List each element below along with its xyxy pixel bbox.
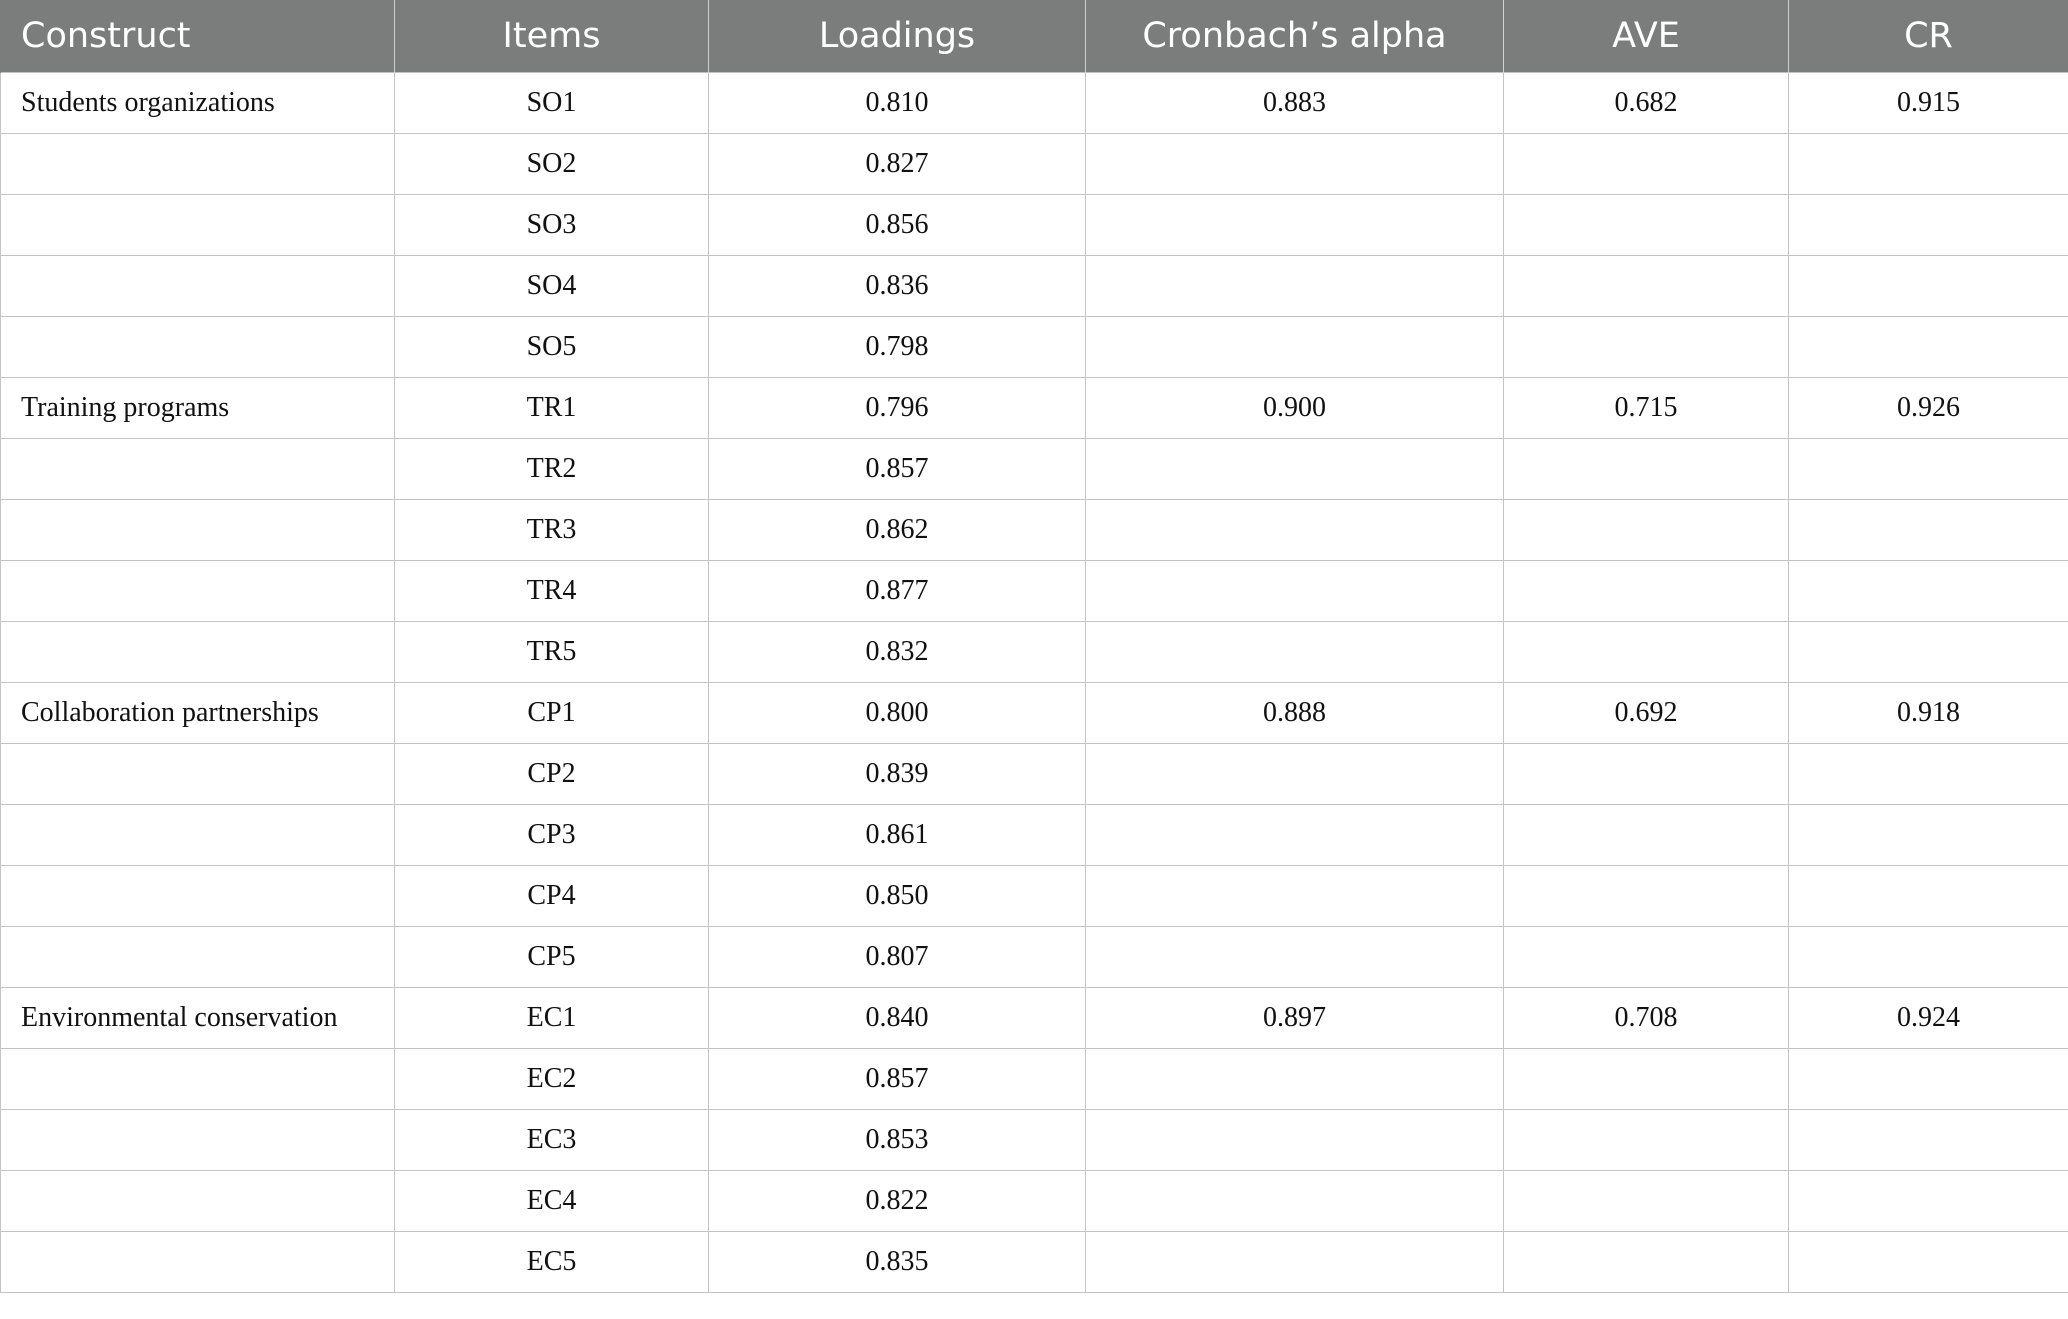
- cronbachs-alpha-cell: [1086, 1171, 1504, 1232]
- construct-cell: [1, 622, 395, 683]
- construct-cell: [1, 1049, 395, 1110]
- table-row: [1, 622, 2068, 683]
- construct-cell: Students organizations: [1, 73, 395, 134]
- ave-cell: [1504, 256, 1789, 317]
- construct-cell: [1, 927, 395, 988]
- construct-cell: [1, 1232, 395, 1293]
- table-row: [1, 866, 2068, 927]
- item-cell: TR3: [395, 500, 709, 561]
- construct-cell: [1, 1110, 395, 1171]
- item-cell: CP1: [395, 683, 709, 744]
- table-row: [1, 73, 2068, 134]
- table-row: [1, 317, 2068, 378]
- loading-cell: 0.798: [709, 317, 1086, 378]
- cronbachs-alpha-cell: [1086, 744, 1504, 805]
- table-row: [1, 378, 2068, 439]
- table-row: [1, 561, 2068, 622]
- cronbachs-alpha-cell: [1086, 561, 1504, 622]
- loading-cell: 0.861: [709, 805, 1086, 866]
- loading-cell: 0.810: [709, 73, 1086, 134]
- cr-cell: [1789, 805, 2068, 866]
- construct-cell: Collaboration partnerships: [1, 683, 395, 744]
- header-ave: AVE: [1504, 0, 1789, 73]
- cr-cell: [1789, 561, 2068, 622]
- table-row: [1, 744, 2068, 805]
- table-row: [1, 1232, 2068, 1293]
- table-header: [1, 0, 2068, 73]
- cr-cell: 0.918: [1789, 683, 2068, 744]
- cronbachs-alpha-cell: [1086, 866, 1504, 927]
- item-cell: TR5: [395, 622, 709, 683]
- header-items: Items: [395, 0, 709, 73]
- cr-cell: [1789, 744, 2068, 805]
- item-cell: EC3: [395, 1110, 709, 1171]
- item-cell: SO4: [395, 256, 709, 317]
- item-cell: TR2: [395, 439, 709, 500]
- cr-cell: [1789, 195, 2068, 256]
- cronbachs-alpha-cell: [1086, 134, 1504, 195]
- cr-cell: [1789, 439, 2068, 500]
- cr-cell: [1789, 500, 2068, 561]
- cronbachs-alpha-cell: [1086, 256, 1504, 317]
- construct-cell: [1, 134, 395, 195]
- item-cell: TR1: [395, 378, 709, 439]
- loading-cell: 0.832: [709, 622, 1086, 683]
- ave-cell: [1504, 1232, 1789, 1293]
- table-body: [1, 73, 2068, 1293]
- ave-cell: [1504, 439, 1789, 500]
- loading-cell: 0.836: [709, 256, 1086, 317]
- table-row: [1, 256, 2068, 317]
- item-cell: SO3: [395, 195, 709, 256]
- header-construct: Construct: [1, 0, 395, 73]
- cr-cell: [1789, 622, 2068, 683]
- cr-cell: [1789, 1049, 2068, 1110]
- loading-cell: 0.877: [709, 561, 1086, 622]
- table-row: [1, 988, 2068, 1049]
- cronbachs-alpha-cell: 0.900: [1086, 378, 1504, 439]
- construct-cell: [1, 1171, 395, 1232]
- loading-cell: 0.857: [709, 1049, 1086, 1110]
- ave-cell: [1504, 561, 1789, 622]
- construct-cell: [1, 866, 395, 927]
- table-row: [1, 134, 2068, 195]
- loading-cell: 0.835: [709, 1232, 1086, 1293]
- ave-cell: [1504, 1110, 1789, 1171]
- cr-cell: 0.926: [1789, 378, 2068, 439]
- item-cell: CP3: [395, 805, 709, 866]
- header-cronbachs-alpha: Cronbach’s alpha: [1086, 0, 1504, 73]
- loading-cell: 0.800: [709, 683, 1086, 744]
- table-row: [1, 805, 2068, 866]
- loading-cell: 0.853: [709, 1110, 1086, 1171]
- item-cell: EC5: [395, 1232, 709, 1293]
- item-cell: TR4: [395, 561, 709, 622]
- loading-cell: 0.856: [709, 195, 1086, 256]
- construct-cell: [1, 256, 395, 317]
- construct-cell: [1, 439, 395, 500]
- cr-cell: [1789, 1232, 2068, 1293]
- construct-cell: [1, 195, 395, 256]
- ave-cell: [1504, 744, 1789, 805]
- construct-cell: [1, 744, 395, 805]
- ave-cell: [1504, 317, 1789, 378]
- loading-cell: 0.862: [709, 500, 1086, 561]
- loading-cell: 0.850: [709, 866, 1086, 927]
- cr-cell: [1789, 317, 2068, 378]
- cr-cell: [1789, 1110, 2068, 1171]
- cronbachs-alpha-cell: [1086, 195, 1504, 256]
- construct-cell: Training programs: [1, 378, 395, 439]
- ave-cell: [1504, 500, 1789, 561]
- table-row: [1, 927, 2068, 988]
- table-row: [1, 1171, 2068, 1232]
- cr-cell: [1789, 866, 2068, 927]
- cronbachs-alpha-cell: [1086, 805, 1504, 866]
- cronbachs-alpha-cell: 0.888: [1086, 683, 1504, 744]
- cronbachs-alpha-cell: [1086, 927, 1504, 988]
- ave-cell: 0.692: [1504, 683, 1789, 744]
- table-row: [1, 1110, 2068, 1171]
- ave-cell: [1504, 134, 1789, 195]
- cronbachs-alpha-cell: [1086, 1232, 1504, 1293]
- construct-cell: [1, 805, 395, 866]
- ave-cell: [1504, 866, 1789, 927]
- item-cell: CP2: [395, 744, 709, 805]
- ave-cell: [1504, 1171, 1789, 1232]
- cronbachs-alpha-cell: [1086, 1049, 1504, 1110]
- item-cell: SO2: [395, 134, 709, 195]
- cronbachs-alpha-cell: [1086, 317, 1504, 378]
- ave-cell: [1504, 805, 1789, 866]
- table-row: [1, 1049, 2068, 1110]
- cr-cell: [1789, 1171, 2068, 1232]
- ave-cell: 0.682: [1504, 73, 1789, 134]
- item-cell: EC1: [395, 988, 709, 1049]
- cr-cell: [1789, 256, 2068, 317]
- ave-cell: [1504, 927, 1789, 988]
- loading-cell: 0.822: [709, 1171, 1086, 1232]
- ave-cell: [1504, 195, 1789, 256]
- cronbachs-alpha-cell: [1086, 439, 1504, 500]
- cr-cell: 0.924: [1789, 988, 2068, 1049]
- loading-cell: 0.840: [709, 988, 1086, 1049]
- construct-cell: Environmental conservation: [1, 988, 395, 1049]
- header-cr: CR: [1789, 0, 2068, 73]
- construct-cell: [1, 500, 395, 561]
- loading-cell: 0.827: [709, 134, 1086, 195]
- table-row: [1, 195, 2068, 256]
- header-row: [1, 0, 2068, 73]
- cr-cell: [1789, 927, 2068, 988]
- loading-cell: 0.839: [709, 744, 1086, 805]
- header-loadings: Loadings: [709, 0, 1086, 73]
- cronbachs-alpha-cell: [1086, 1110, 1504, 1171]
- item-cell: CP5: [395, 927, 709, 988]
- table-row: [1, 500, 2068, 561]
- cronbachs-alpha-cell: 0.883: [1086, 73, 1504, 134]
- ave-cell: 0.715: [1504, 378, 1789, 439]
- cronbachs-alpha-cell: [1086, 500, 1504, 561]
- loading-cell: 0.796: [709, 378, 1086, 439]
- loading-cell: 0.807: [709, 927, 1086, 988]
- construct-cell: [1, 317, 395, 378]
- item-cell: CP4: [395, 866, 709, 927]
- loading-cell: 0.857: [709, 439, 1086, 500]
- ave-cell: 0.708: [1504, 988, 1789, 1049]
- ave-cell: [1504, 1049, 1789, 1110]
- item-cell: EC4: [395, 1171, 709, 1232]
- ave-cell: [1504, 622, 1789, 683]
- cr-cell: 0.915: [1789, 73, 2068, 134]
- item-cell: SO5: [395, 317, 709, 378]
- table-row: [1, 439, 2068, 500]
- item-cell: EC2: [395, 1049, 709, 1110]
- cr-cell: [1789, 134, 2068, 195]
- cronbachs-alpha-cell: [1086, 622, 1504, 683]
- cronbachs-alpha-cell: 0.897: [1086, 988, 1504, 1049]
- construct-cell: [1, 561, 395, 622]
- table-row: [1, 683, 2068, 744]
- item-cell: SO1: [395, 73, 709, 134]
